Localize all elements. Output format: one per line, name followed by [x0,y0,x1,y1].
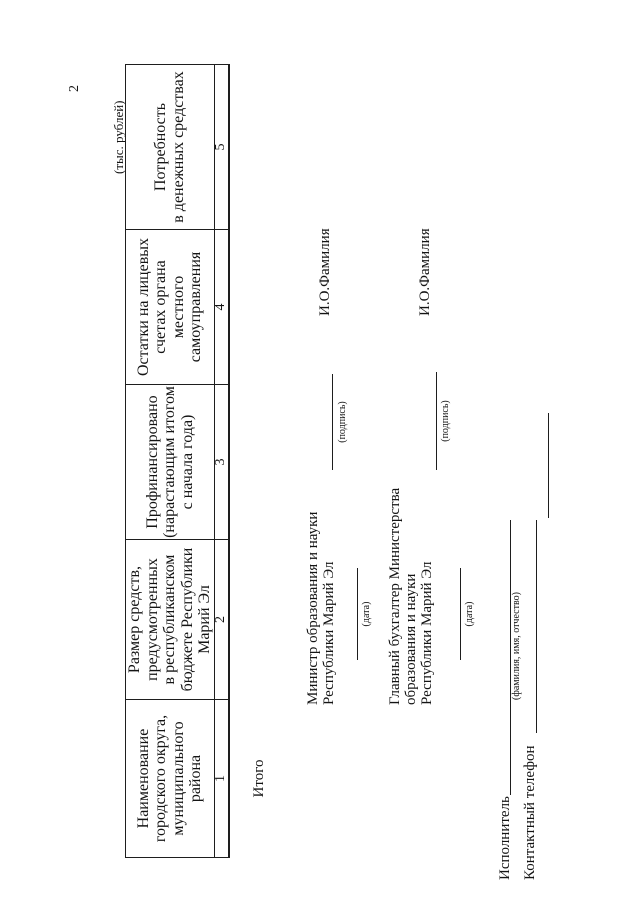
total-label: Итого [250,759,267,798]
minister-signature-line [332,374,333,470]
total-values [229,65,287,700]
column-number: 4 [214,230,229,385]
table-header-row [126,65,215,858]
blank-line [548,413,549,518]
table-body [214,65,287,858]
header-funding-need: Потребность в денежных средствах [126,65,215,230]
total-row [229,65,287,858]
header-municipality: Наименование городского округа, муниципального района [126,700,215,858]
table-head [126,65,215,858]
column-number: 3 [214,385,229,540]
accountant-position: Главный бухгалтер Министерства образования и науки Республики Марий Эл [387,487,435,705]
executor-name-caption: (фамилия, имя, отчество) [511,592,522,700]
column-number: 2 [214,540,229,700]
phone-label: Контактный телефон [522,745,538,880]
minister-signature-caption: (подпись) [337,401,348,443]
accountant-signature-caption: (подпись) [440,400,451,442]
minister-name: И.О.Фамилия [317,228,333,316]
page-number: 2 [67,85,82,92]
accountant-name: И.О.Фамилия [417,228,433,316]
column-number: 1 [214,700,229,858]
minister-position: Министр образования и науки Республики Марий Эл [305,511,337,705]
accountant-signature-line [436,372,437,470]
executor-label: Исполнитель [497,796,513,880]
header-budget-allocation: Размер средств, предусмотренных в республиканском бюджете Республики Марий Эл [126,540,215,700]
minister-date-line [357,568,358,660]
header-financed-to-date: Профинансировано (нарастающим итогом с начала года) [126,385,215,540]
header-account-balances: Остатки на лицевых счетах органа местного самоуправления [126,230,215,385]
column-number-row [214,65,229,858]
accountant-date-line [460,568,461,660]
units-label: (тыс. рублей) [111,100,126,174]
funding-table [125,64,287,858]
phone-line [536,520,537,733]
column-number: 5 [214,65,229,230]
minister-date-caption: (дата) [361,601,372,627]
accountant-date-caption: (дата) [464,601,475,627]
